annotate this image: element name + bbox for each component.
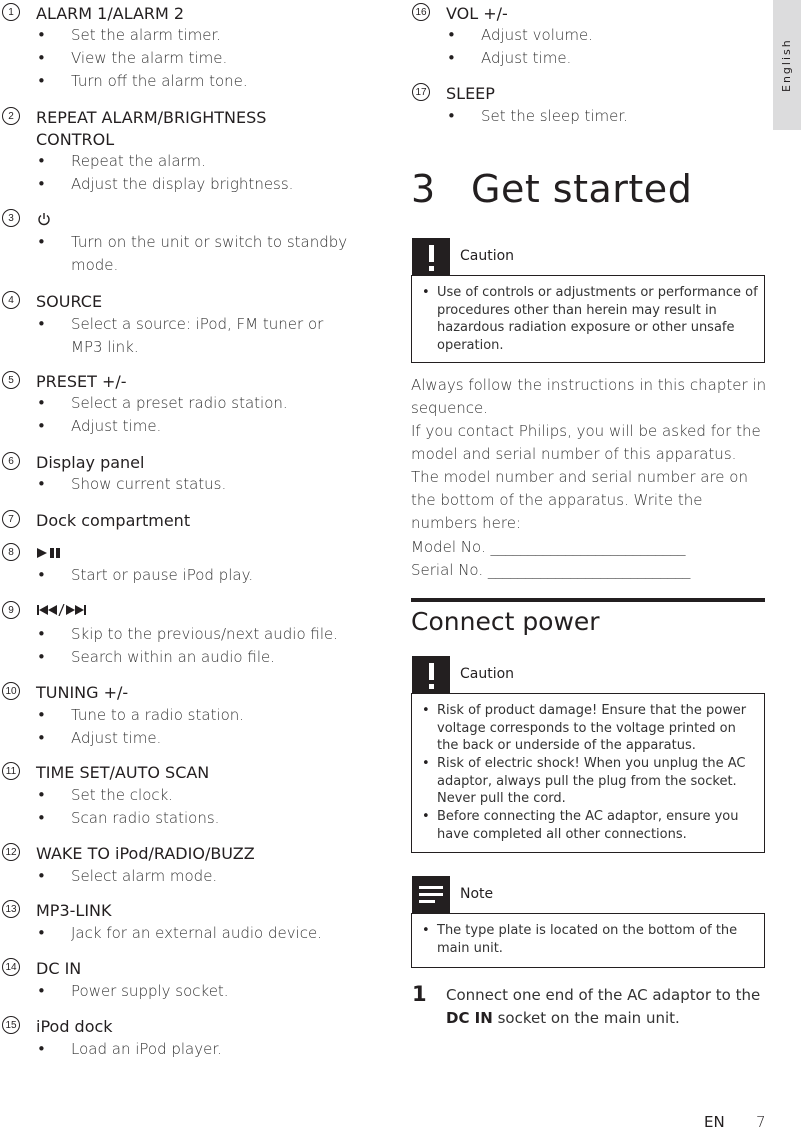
prev-next-icon <box>36 604 88 616</box>
subsection-title: Connect power <box>411 607 600 636</box>
item-number: 17 <box>412 83 430 101</box>
bullet-dot: • <box>37 786 46 804</box>
bullet-dot: • <box>37 1040 46 1058</box>
item-title: SLEEP <box>446 84 495 103</box>
bullet-dot: • <box>37 867 46 885</box>
bullet-text: Select a source: iPod, FM tuner or MP3 link. <box>71 315 324 356</box>
bullet-text: Power supply socket. <box>71 982 229 1000</box>
item-title: REPEAT ALARM/BRIGHTNESS CONTROL <box>36 108 267 149</box>
bullet-dot: • <box>37 233 46 251</box>
item-title: MP3-LINK <box>36 901 112 920</box>
bullet-dot: • <box>37 566 46 584</box>
item-title: SOURCE <box>36 292 103 311</box>
item-title: ALARM 1/ALARM 2 <box>36 4 185 23</box>
caution-text: Before connecting the AC adaptor, ensure you have completed all other connections. <box>437 809 739 842</box>
bullet-text: Adjust time. <box>71 729 162 747</box>
item-number: 7 <box>2 510 20 528</box>
item-number: 10 <box>2 682 20 700</box>
bullet-text: View the alarm time. <box>71 49 228 67</box>
bullet-dot: • <box>37 706 46 724</box>
caution-text: Risk of product damage! Ensure that the power voltage corresponds to the voltage printed on the back or underside of the apparatus. <box>437 703 747 753</box>
step-emphasis: DC IN <box>446 1009 493 1027</box>
intro-paragraph: Always follow the instructions in this chapter in sequence. <box>411 376 767 417</box>
bullet-text: Jack for an external audio device. <box>71 924 323 942</box>
caution-text: Risk of electric shock! When you unplug the AC adaptor, always pull the plug from the socket. Never pull the cord. <box>437 756 746 806</box>
item-number: 3 <box>2 209 20 227</box>
item-title: Dock compartment <box>36 511 191 530</box>
bullet-text: Set the alarm timer. <box>71 26 222 44</box>
bullet-dot: • <box>447 26 456 44</box>
item-title: VOL +/- <box>446 4 508 23</box>
bullet-text: Adjust the display brightness. <box>71 175 294 193</box>
bullet-dot: • <box>37 394 46 412</box>
step-number: 1 <box>412 982 427 1006</box>
item-number: 15 <box>2 1016 20 1034</box>
item-number: 5 <box>2 371 20 389</box>
item-number: 13 <box>2 900 20 918</box>
power-icon <box>36 211 52 227</box>
intro-paragraph: If you contact Philips, you will be asked for the model and serial number of this apparatus. The model number and serial number are on the bottom of the apparatus. Write the numbers here: <box>411 422 761 532</box>
bullet-text: Repeat the alarm. <box>71 152 206 170</box>
item-number: 11 <box>2 762 20 780</box>
bullet-text: Select a preset radio station. <box>71 394 288 412</box>
bullet-dot: • <box>422 285 430 300</box>
section-title: Get started <box>471 167 693 211</box>
bullet-dot: • <box>37 625 46 643</box>
bullet-dot: • <box>37 26 46 44</box>
item-number: 2 <box>2 107 20 125</box>
bullet-dot: • <box>37 475 46 493</box>
item-number: 6 <box>2 452 20 470</box>
bullet-text: Skip to the previous/next audio file. <box>71 625 339 643</box>
bullet-dot: • <box>37 809 46 827</box>
page-number: 7 <box>756 1113 766 1131</box>
step-text: Connect one end of the AC adaptor to the DC IN socket on the main unit. <box>446 986 761 1027</box>
item-title: Display panel <box>36 453 145 472</box>
bullet-text: Set the clock. <box>71 786 174 804</box>
item-title: TIME SET/AUTO SCAN <box>36 763 210 782</box>
note-text: The type plate is located on the bottom of the main unit. <box>437 923 738 956</box>
item-title: TUNING +/- <box>36 683 129 702</box>
caution-label: Caution <box>460 248 515 264</box>
item-title: iPod dock <box>36 1017 113 1036</box>
item-title: PRESET +/- <box>36 372 127 391</box>
warning-icon <box>412 656 450 694</box>
caution-box <box>411 248 765 363</box>
bullet-text: Select alarm mode. <box>71 867 218 885</box>
bullet-dot: • <box>37 729 46 747</box>
bullet-text: Adjust time. <box>481 49 572 67</box>
bullet-text: Show current status. <box>71 475 227 493</box>
bullet-dot: • <box>422 923 430 938</box>
language-tab: English <box>780 38 793 92</box>
warning-icon <box>412 238 450 276</box>
bullet-dot: • <box>37 924 46 942</box>
play-pause-icon <box>36 547 64 559</box>
item-number: 4 <box>2 291 20 309</box>
section-rule <box>411 598 765 602</box>
bullet-dot: • <box>37 315 46 333</box>
section-heading <box>411 162 692 216</box>
bullet-dot: • <box>37 982 46 1000</box>
bullet-dot: • <box>422 756 430 771</box>
bullet-dot: • <box>37 175 46 193</box>
bullet-text: Scan radio stations. <box>71 809 220 827</box>
caution-box <box>411 666 765 853</box>
item-number: 16 <box>412 3 430 21</box>
item-title: DC IN <box>36 959 82 978</box>
model-number-line: Model No. __________________________ <box>411 538 686 556</box>
bullet-dot: • <box>37 49 46 67</box>
item-number: 1 <box>2 3 20 21</box>
bullet-dot: • <box>422 809 430 824</box>
serial-number-line: Serial No. ___________________________ <box>411 561 691 579</box>
bullet-text: Start or pause iPod play. <box>71 566 254 584</box>
bullet-dot: • <box>422 703 430 718</box>
item-number: 12 <box>2 843 20 861</box>
section-number: 3 <box>411 167 436 211</box>
note-box <box>411 886 765 968</box>
caution-text: Use of controls or adjustments or performance of procedures other than herein may result in hazardous radiation exposure or other unsafe operation. <box>437 285 758 353</box>
bullet-text: Turn on the unit or switch to standby mode. <box>71 233 348 274</box>
bullet-dot: • <box>37 72 46 90</box>
note-label: Note <box>460 886 494 902</box>
item-number: 9 <box>2 601 20 619</box>
note-icon <box>412 876 450 914</box>
bullet-text: Load an iPod player. <box>71 1040 222 1058</box>
bullet-dot: • <box>37 417 46 435</box>
bullet-text: Adjust time. <box>71 417 162 435</box>
bullet-text: Turn off the alarm tone. <box>71 72 248 90</box>
bullet-text: Tune to a radio station. <box>71 706 245 724</box>
footer-language: EN <box>704 1113 725 1131</box>
bullet-dot: • <box>447 107 456 125</box>
bullet-dot: • <box>37 152 46 170</box>
bullet-dot: • <box>447 49 456 67</box>
bullet-text: Adjust volume. <box>481 26 593 44</box>
bullet-text: Search within an audio file. <box>71 648 275 666</box>
item-title: WAKE TO iPod/RADIO/BUZZ <box>36 844 255 863</box>
item-number: 14 <box>2 958 20 976</box>
caution-label: Caution <box>460 666 515 682</box>
item-number: 8 <box>2 543 20 561</box>
bullet-dot: • <box>37 648 46 666</box>
bullet-text: Set the sleep timer. <box>481 107 628 125</box>
